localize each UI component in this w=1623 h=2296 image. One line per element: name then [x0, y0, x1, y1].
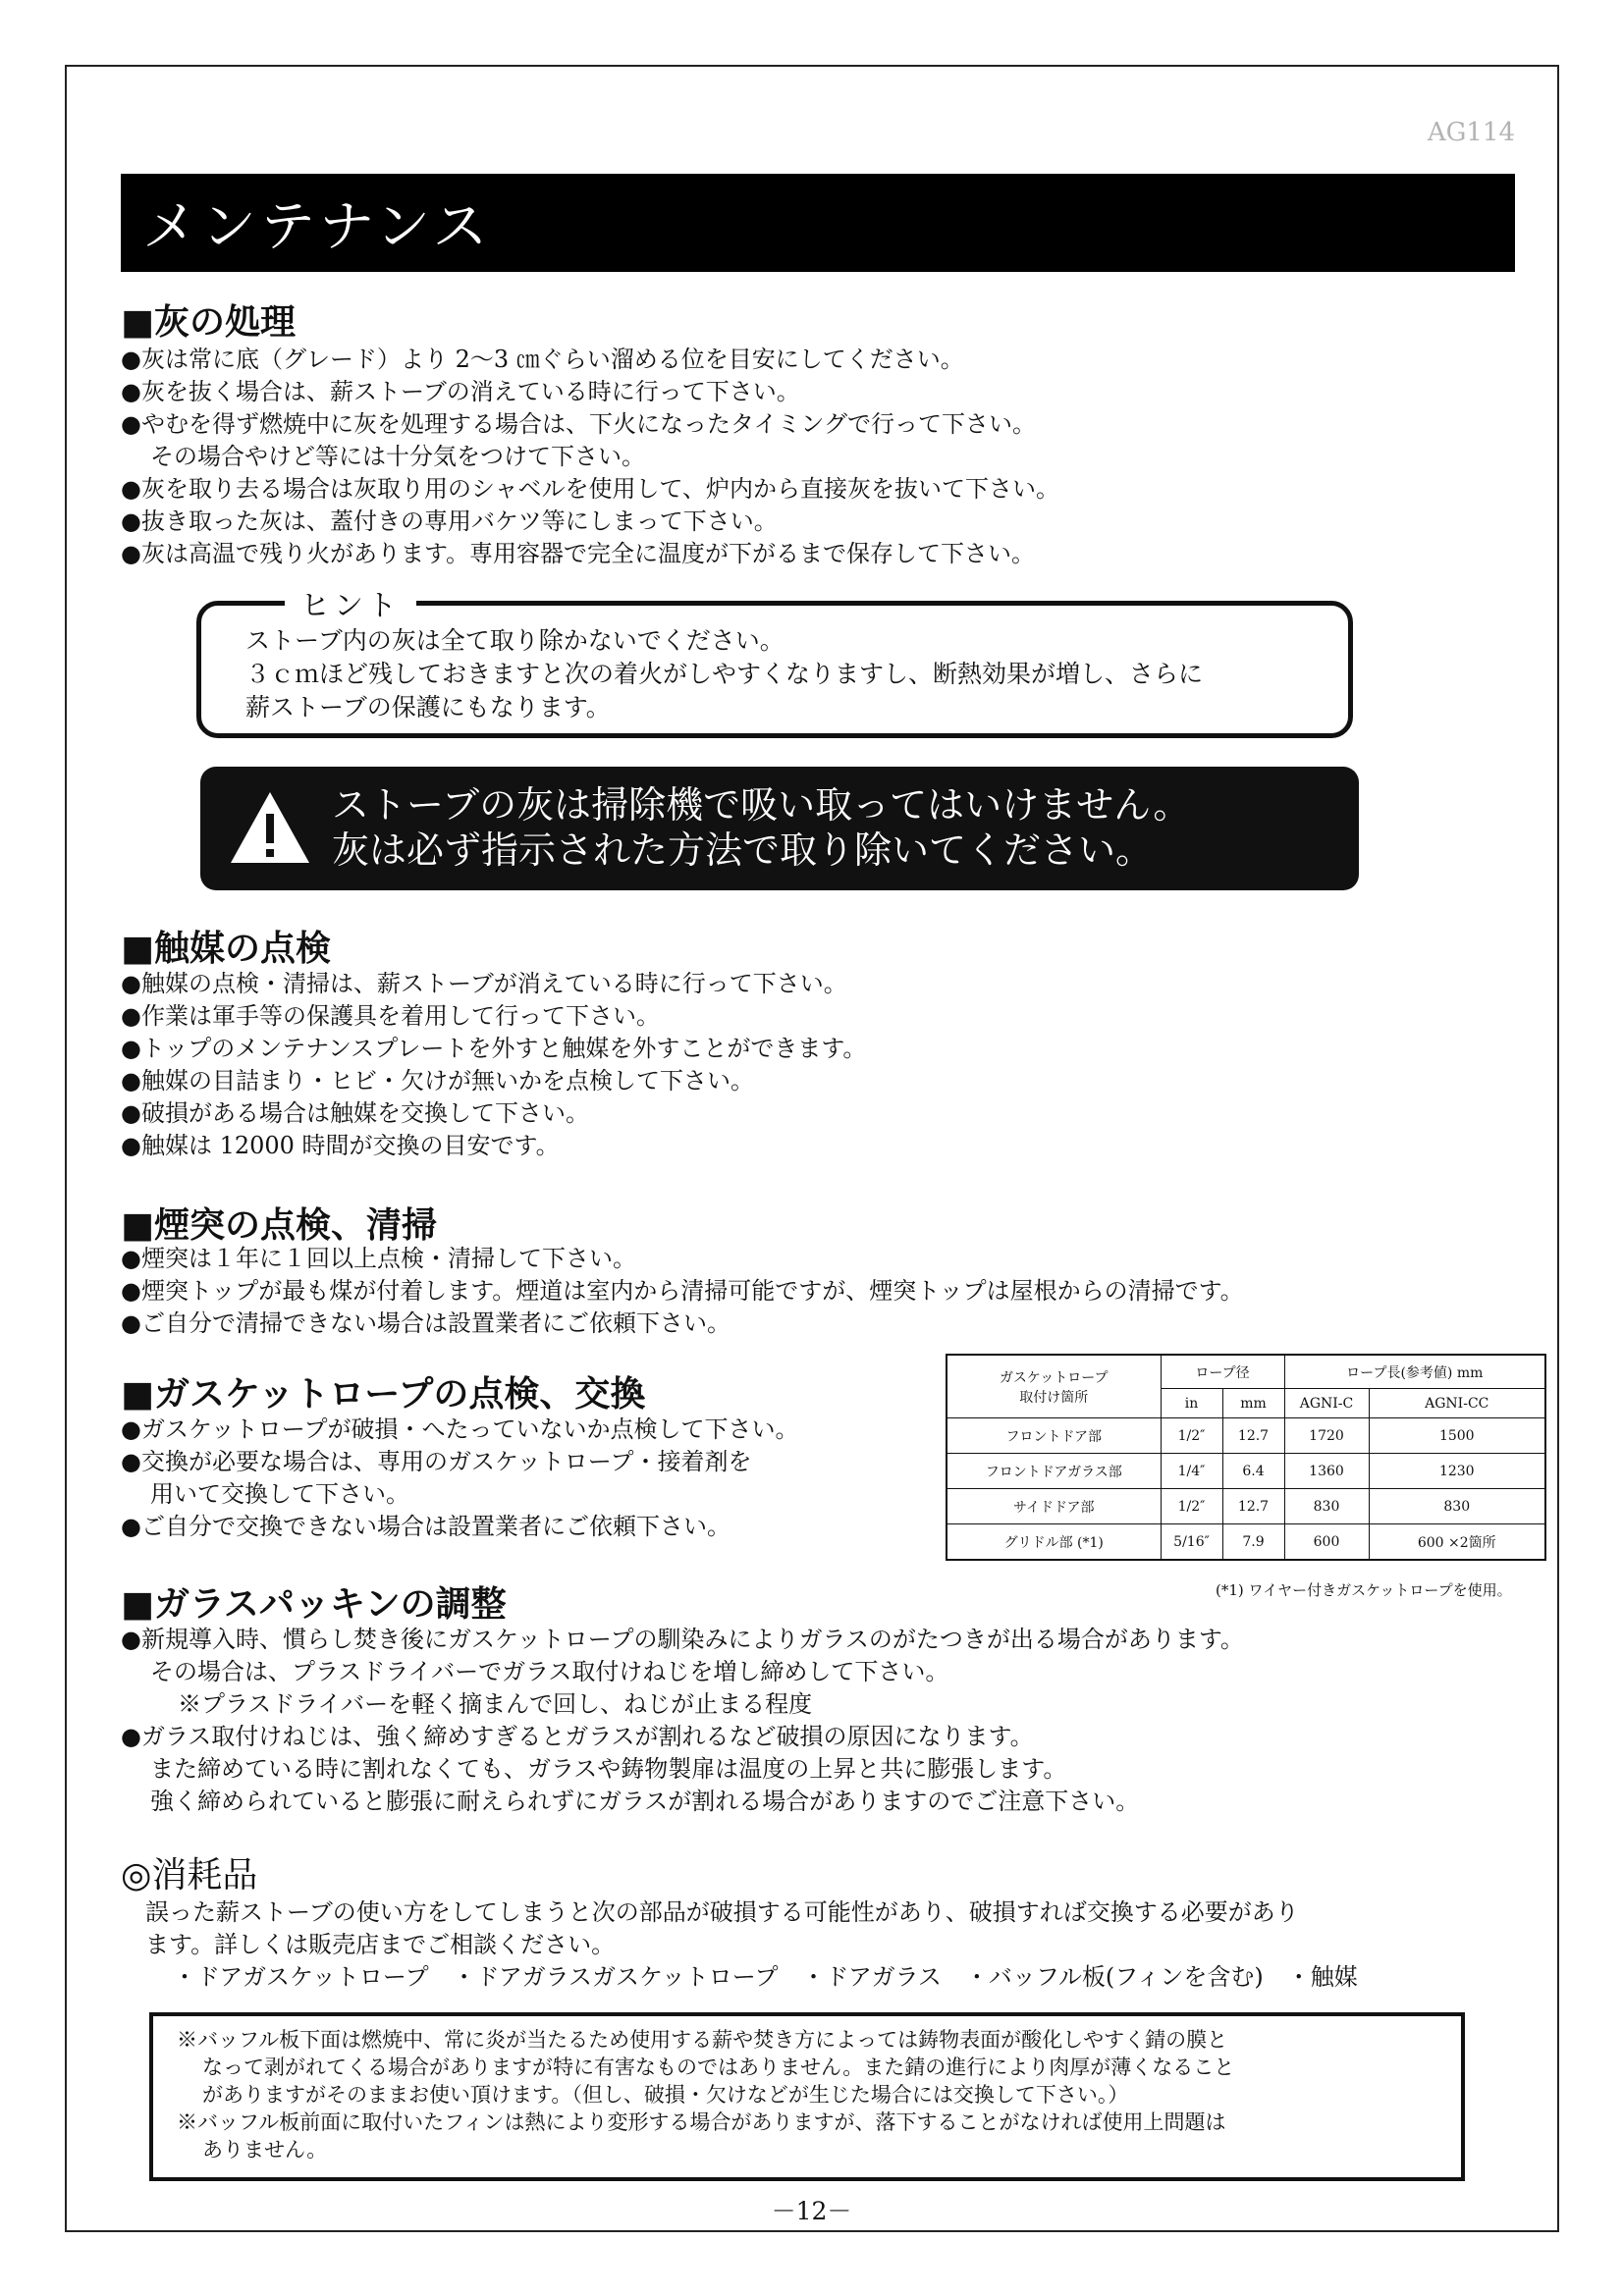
list-item: また締めている時に割れなくても、ガラスや鋳物製扉は温度の上昇と共に膨張します。: [150, 1755, 1067, 1783]
list-item: ●灰は常に底（グレード）より 2〜3 ㎝ぐらい溜める位を目安にしてください。: [121, 346, 964, 373]
table-row: フロントドア部 1/2″ 12.7 1720 1500: [947, 1418, 1545, 1454]
hint-line: 薪ストーブの保護にもなります。: [245, 693, 611, 721]
chimney-heading: ■煙突の点検、清掃: [121, 1204, 438, 1246]
table-header-in: in: [1161, 1389, 1222, 1418]
warning-banner: [200, 767, 1359, 890]
list-item: ●ご自分で交換できない場合は設置業者にご依頼下さい。: [121, 1513, 730, 1540]
chimney-list: [121, 1243, 1244, 1340]
gasket-rope-table: [946, 1354, 1546, 1561]
list-item: ●触媒の点検・清掃は、薪ストーブが消えている時に行って下さい。: [121, 970, 847, 997]
note-line: ありません。: [202, 2138, 328, 2162]
list-item: ●交換が必要な場合は、専用のガスケットロープ・接着剤を: [121, 1448, 752, 1475]
list-item: ●トップのメンテナンスプレートを外すと触媒を外すことができます。: [121, 1035, 867, 1062]
list-item: ●灰を抜く場合は、薪ストーブの消えている時に行って下さい。: [121, 378, 800, 405]
table-row: グリドル部 (*1) 5/16″ 7.9 600 600 ×2箇所: [947, 1524, 1545, 1561]
catalyst-heading: ■触媒の点検: [121, 928, 332, 969]
list-item: 用いて交換して下さい。: [150, 1480, 409, 1508]
glass-heading: ■ガラスパッキンの調整: [121, 1583, 507, 1625]
list-item: ●抜き取った灰は、蓋付きの専用バケツ等にしまって下さい。: [121, 507, 778, 535]
parts-list: ・ドアガスケットロープ ・ドアガラスガスケットロープ ・ドアガラス ・バッフル板(フィンを含む) ・触媒: [173, 1963, 1358, 1991]
list-item: ●ガスケットロープが破損・へたっていないか点検して下さい。: [121, 1415, 799, 1443]
hint-text: [245, 624, 1203, 724]
hint-label: ヒント: [285, 581, 416, 624]
list-item: ※プラスドライバーを軽く摘まんで回し、ねじが止まる程度: [178, 1690, 813, 1718]
glass-list: [121, 1624, 1244, 1818]
table-header-mm: mm: [1222, 1389, 1284, 1418]
note-line: ※バッフル板前面に取付いたフィンは熱により変形する場合がありますが、落下することがなければ使用上問題は: [177, 2110, 1226, 2134]
table-footnote: (*1) ワイヤー付きガスケットロープを使用。: [1216, 1581, 1512, 1599]
list-item: ●触媒の目詰まり・ヒビ・欠けが無いかを点検して下さい。: [121, 1067, 754, 1095]
table-header-agni-c: AGNI-C: [1284, 1389, 1369, 1418]
note-line: なって剥がれてくる場合がありますが特に有害なものではありません。また錆の進行により肉厚が薄くなること: [202, 2056, 1235, 2079]
page-title: [121, 174, 1515, 272]
list-item: ●灰を取り去る場合は灰取り用のシャベルを使用して、炉内から直接灰を抜いて下さい。: [121, 475, 1059, 503]
list-item: ●触媒は 12000 時間が交換の目安です。: [121, 1132, 560, 1159]
consumables-note-box: [149, 2012, 1465, 2181]
hint-line: ストーブ内の灰は全て取り除かないでください。: [245, 626, 784, 655]
hint-line: ３ｃｍほど残しておきますと次の着火がしやすくなりますし、断熱効果が増し、さらに: [245, 660, 1204, 688]
list-item: ●ガラス取付けねじは、強く締めすぎるとガラスが割れるなど破損の原因になります。: [121, 1723, 1034, 1750]
consumables-text: [145, 1896, 1358, 1994]
list-item: ●煙突トップが最も煤が付着します。煙道は室内から清掃可能ですが、煙突トップは屋根からの清掃です。: [121, 1277, 1244, 1305]
list-item: ●破損がある場合は触媒を交換して下さい。: [121, 1099, 589, 1127]
page-title-text: メンテナンス: [142, 195, 492, 259]
table-header-length: ロープ長(参考値) mm: [1284, 1355, 1545, 1389]
page-number: －12－: [771, 2197, 852, 2225]
paragraph-line: ます。詳しくは販売店までご相談ください。: [145, 1931, 616, 1958]
paragraph-line: 誤った薪ストーブの使い方をしてしまうと次の部品が破損する可能性があり、破損すれば交換する必要があり: [145, 1898, 1299, 1926]
ash-heading: ■灰の処理: [121, 301, 297, 343]
table-row: サイドドア部 1/2″ 12.7 830 830: [947, 1489, 1545, 1524]
warning-line: 灰は必ず指示された方法で取り除いてください。: [332, 828, 1154, 872]
table-header-location: ガスケットロープ 取付け箇所: [947, 1355, 1161, 1418]
catalyst-list: [121, 968, 866, 1162]
list-item: ●ご自分で清掃できない場合は設置業者にご依頼下さい。: [121, 1309, 730, 1337]
table-header-diameter: ロープ径: [1161, 1355, 1284, 1389]
list-item: ●やむを得ず燃焼中に灰を処理する場合は、下火になったタイミングで行って下さい。: [121, 410, 1036, 438]
list-item: ●新規導入時、慣らし焚き後にガスケットロープの馴染みによりガラスのがたつきが出る場合があります。: [121, 1626, 1244, 1653]
note-line: がありますがそのままお使い頂けます。（但し、破損・欠けなどが生じた場合には交換して下さい。）: [202, 2083, 1129, 2107]
list-item: ●煙突は１年に１回以上点検・清掃して下さい。: [121, 1245, 636, 1272]
gasket-list: [121, 1414, 799, 1543]
table-row: フロントドアガラス部 1/4″ 6.4 1360 1230: [947, 1454, 1545, 1489]
list-item: その場合やけど等には十分気をつけて下さい。: [150, 443, 645, 470]
list-item: ●作業は軍手等の保護具を着用して行って下さい。: [121, 1002, 660, 1030]
document-code: AG114: [1427, 118, 1515, 147]
warning-line: ストーブの灰は掃除機で吸い取ってはいけません。: [332, 783, 1191, 827]
list-item: 強く締められていると膨張に耐えられずにガラスが割れる場合がありますのでご注意下さい。: [150, 1788, 1140, 1815]
list-item: その場合は、プラスドライバーでガラス取付けねじを増し締めして下さい。: [150, 1658, 949, 1685]
gasket-heading: ■ガスケットロープの点検、交換: [121, 1373, 646, 1415]
consumables-heading: ◎消耗品: [121, 1855, 258, 1896]
warning-triangle-icon: [228, 788, 312, 867]
list-item: ●灰は高温で残り火があります。専用容器で完全に温度が下がるまで保存して下さい。: [121, 540, 1036, 567]
ash-list: [121, 344, 1059, 570]
warning-text: [332, 782, 1190, 873]
note-line: ※バッフル板下面は燃焼中、常に炎が当たるため使用する薪や焚き方によっては鋳物表面が酸化しやすく錆の膜と: [177, 2028, 1228, 2052]
table-header-agni-cc: AGNI-CC: [1369, 1389, 1545, 1418]
